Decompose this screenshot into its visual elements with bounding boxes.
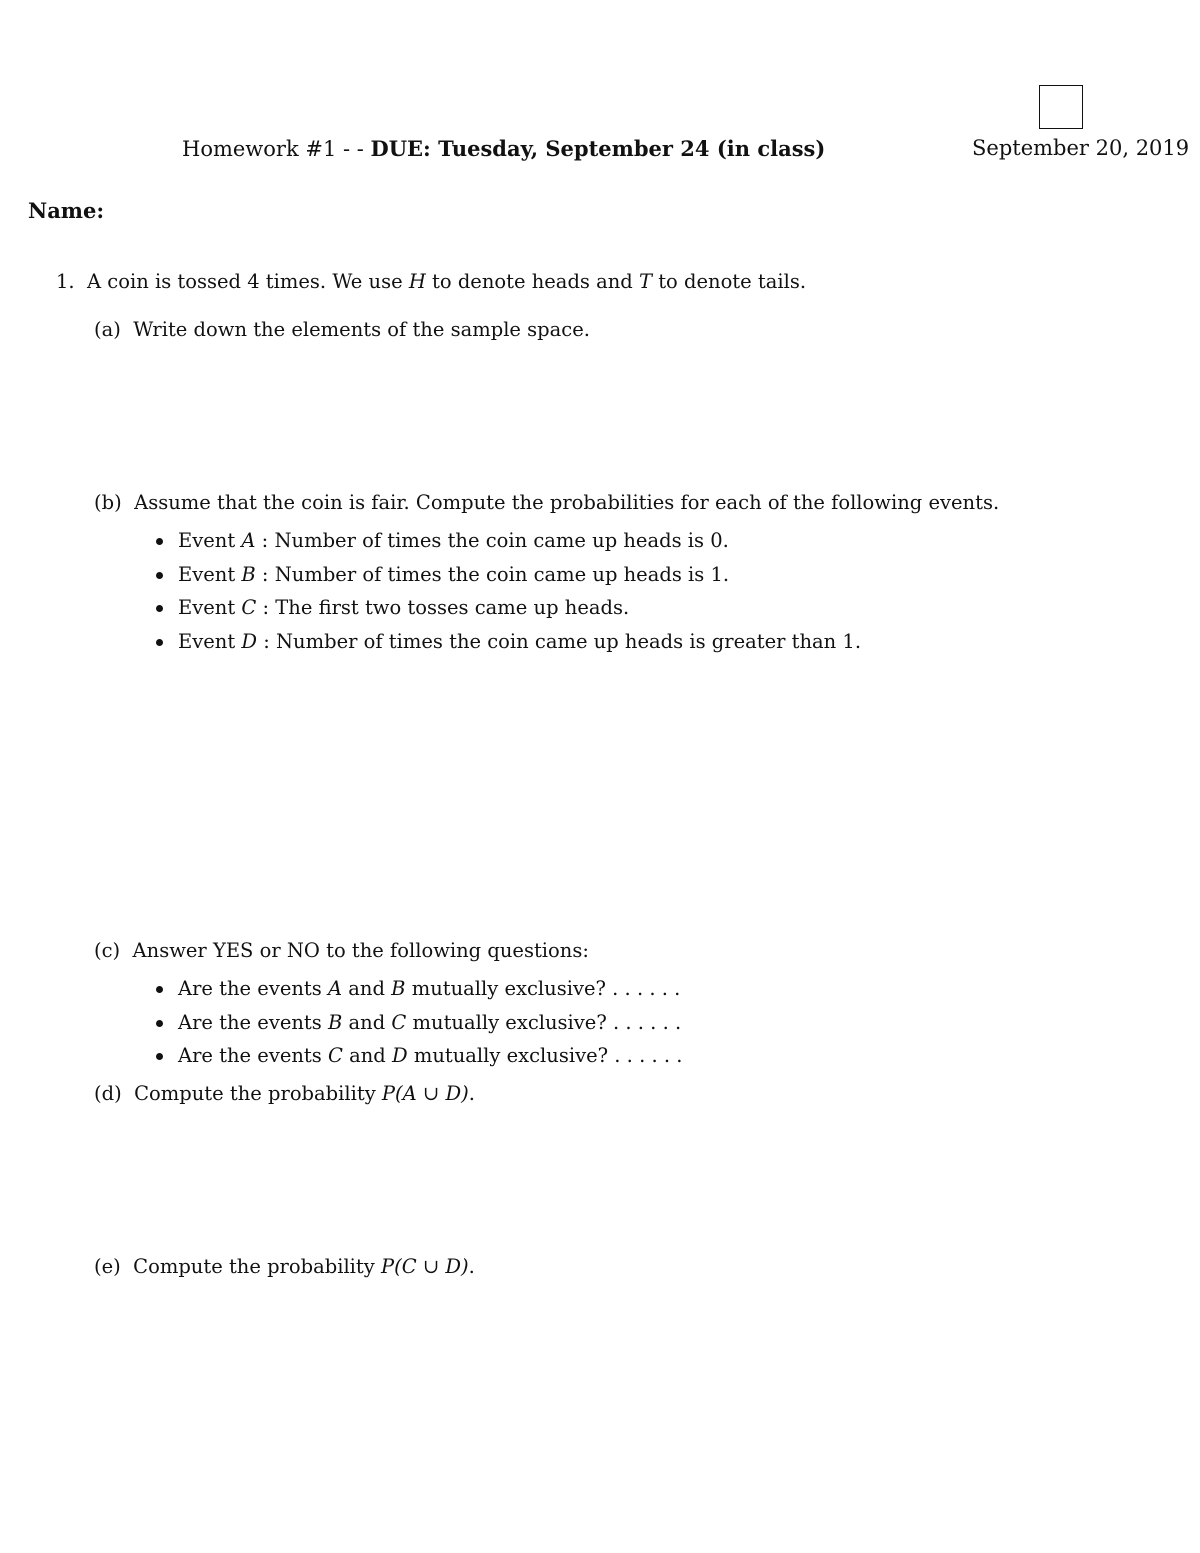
question-cd: Are the events C and D mutually exclusive? . . . . . . (178, 1044, 683, 1067)
problem-number: 1. (56, 270, 75, 293)
homework-title (182, 136, 825, 161)
part-c-label: (c) (94, 939, 121, 962)
part-e: (e) Compute the probability P(C ∪ D). (94, 1255, 475, 1278)
bullet-icon (156, 986, 163, 993)
corner-score-box (1039, 85, 1083, 129)
title-prefix: Homework #1 - - (182, 137, 371, 161)
part-b-label: (b) (94, 491, 122, 514)
part-a (94, 318, 590, 341)
part-a-label: (a) (94, 318, 121, 341)
header-date: September 20, 2019 (972, 136, 1190, 160)
part-c-text: Answer YES or NO to the following questions: (132, 939, 589, 962)
bullet-icon (156, 538, 163, 545)
event-b-item: Event B : Number of times the coin came up heads is 1. (178, 563, 730, 586)
problem-1-statement: 1. A coin is tossed 4 times. We use H to denote heads and T to denote tails. (56, 270, 807, 293)
event-d-item: Event D : Number of times the coin came up heads is greater than 1. (178, 630, 862, 653)
bullet-icon (156, 572, 163, 579)
due-date-text: DUE: Tuesday, September 24 (in class) (370, 136, 826, 161)
part-d: (d) Compute the probability P(A ∪ D). (94, 1082, 475, 1105)
part-b-text: Assume that the coin is fair. Compute the probabilities for each of the following events. (134, 491, 1000, 514)
var-h: H (408, 270, 426, 293)
question-bc: Are the events B and C mutually exclusive? . . . . . . (178, 1011, 682, 1034)
part-a-text: Write down the elements of the sample space. (133, 318, 590, 341)
expr-a-union-d: P(A ∪ D) (381, 1082, 469, 1105)
part-c (94, 939, 589, 962)
name-label: Name: (28, 198, 105, 223)
bullet-icon (156, 639, 163, 646)
var-t: T (639, 270, 653, 293)
expr-c-union-d: P(C ∪ D) (380, 1255, 469, 1278)
bullet-icon (156, 1020, 163, 1027)
part-d-label: (d) (94, 1082, 122, 1105)
bullet-icon (156, 605, 163, 612)
part-e-label: (e) (94, 1255, 121, 1278)
event-a-item: Event A : Number of times the coin came up heads is 0. (178, 529, 729, 552)
event-c-item: Event C : The first two tosses came up heads. (178, 596, 630, 619)
bullet-icon (156, 1053, 163, 1060)
question-ab: Are the events A and B mutually exclusive? . . . . . . (178, 977, 681, 1000)
part-b (94, 491, 999, 514)
